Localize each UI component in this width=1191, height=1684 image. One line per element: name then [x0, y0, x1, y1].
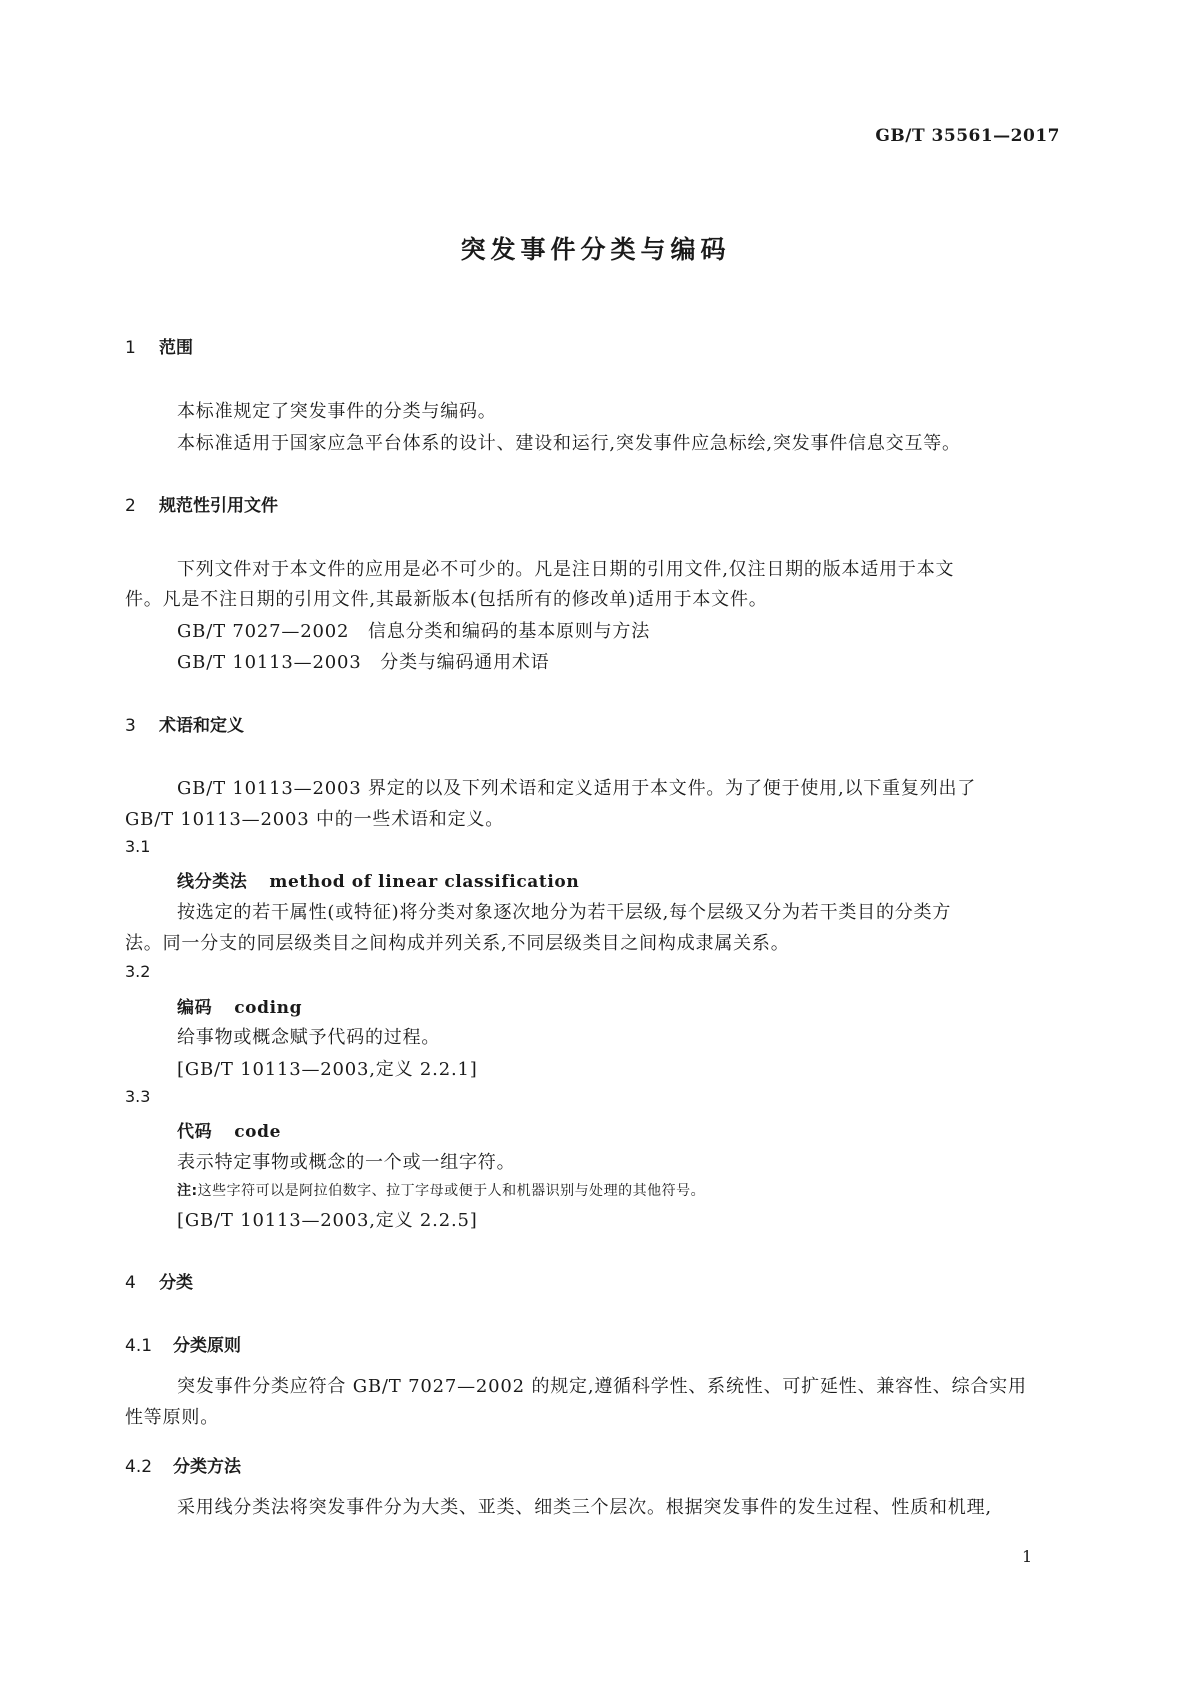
subsection-heading-4-1	[125, 1331, 241, 1356]
section-number: 1	[125, 338, 136, 358]
section-title: 分类	[159, 1273, 193, 1293]
section-number: 2	[125, 496, 136, 516]
term-note	[177, 1180, 705, 1200]
paragraph: 本标准适用于国家应急平台体系的设计、建设和运行,突发事件应急标绘,突发事件信息交互等。	[177, 433, 961, 454]
normative-reference: GB/T 7027—2002 信息分类和编码的基本原则与方法	[177, 621, 651, 642]
paragraph: GB/T 10113—2003 界定的以及下列术语和定义适用于本文件。为了便于使用,以下重复列出了	[177, 778, 977, 799]
term-entry	[177, 867, 579, 892]
section-title: 规范性引用文件	[159, 496, 278, 516]
document-title: 突发事件分类与编码	[460, 235, 731, 264]
subsection-title: 分类原则	[173, 1336, 241, 1356]
normative-reference: GB/T 10113—2003 分类与编码通用术语	[177, 652, 550, 673]
term-chinese: 线分类法	[177, 872, 248, 892]
paragraph: 下列文件对于本文件的应用是必不可少的。凡是注日期的引用文件,仅注日期的版本适用于本文	[177, 559, 955, 580]
section-heading-1	[125, 333, 193, 358]
term-definition-continuation: 法。同一分支的同层级类目之间构成并列关系,不同层级类目之间构成隶属关系。	[125, 933, 790, 954]
section-title: 术语和定义	[159, 716, 244, 736]
note-label: 注:	[177, 1183, 198, 1199]
term-definition: 按选定的若干属性(或特征)将分类对象逐次地分为若干层级,每个层级又分为若干类目的分类方	[177, 902, 952, 923]
paragraph-continuation: GB/T 10113—2003 中的一些术语和定义。	[125, 809, 504, 830]
paragraph-continuation: 件。凡是不注日期的引用文件,其最新版本(包括所有的修改单)适用于本文件。	[125, 589, 768, 610]
term-chinese: 代码	[177, 1122, 213, 1142]
section-title: 范围	[159, 338, 193, 358]
term-entry	[177, 1117, 281, 1142]
term-english: coding	[234, 998, 303, 1018]
term-chinese: 编码	[177, 998, 213, 1018]
section-number: 4	[125, 1273, 136, 1293]
section-number: 3	[125, 716, 136, 736]
standard-number: GB/T 35561—2017	[875, 126, 1060, 146]
clause-number: 3.1	[125, 837, 151, 856]
section-heading-4	[125, 1268, 193, 1293]
clause-number: 3.2	[125, 962, 151, 981]
paragraph-continuation: 性等原则。	[125, 1407, 219, 1428]
term-english: method of linear classification	[269, 872, 580, 892]
section-heading-2	[125, 491, 278, 516]
term-definition: 表示特定事物或概念的一个或一组字符。	[177, 1152, 516, 1173]
subsection-title: 分类方法	[173, 1457, 241, 1477]
term-source: [GB/T 10113—2003,定义 2.2.5]	[177, 1210, 478, 1231]
term-definition: 给事物或概念赋予代码的过程。	[177, 1027, 441, 1048]
note-text: 这些字符可以是阿拉伯数字、拉丁字母或便于人和机器识别与处理的其他符号。	[197, 1183, 706, 1199]
term-entry	[177, 993, 302, 1018]
subsection-heading-4-2	[125, 1452, 241, 1477]
term-source: [GB/T 10113—2003,定义 2.2.1]	[177, 1059, 478, 1080]
paragraph: 采用线分类法将突发事件分为大类、亚类、细类三个层次。根据突发事件的发生过程、性质和机理,	[177, 1497, 992, 1518]
page-number: 1	[1022, 1547, 1033, 1566]
clause-number: 3.3	[125, 1087, 151, 1106]
section-heading-3	[125, 711, 244, 736]
term-english: code	[234, 1122, 281, 1142]
subsection-number: 4.2	[125, 1457, 153, 1477]
paragraph: 突发事件分类应符合 GB/T 7027—2002 的规定,遵循科学性、系统性、可扩延性、兼容性、综合实用	[177, 1376, 1027, 1397]
paragraph: 本标准规定了突发事件的分类与编码。	[177, 401, 497, 422]
subsection-number: 4.1	[125, 1336, 153, 1356]
